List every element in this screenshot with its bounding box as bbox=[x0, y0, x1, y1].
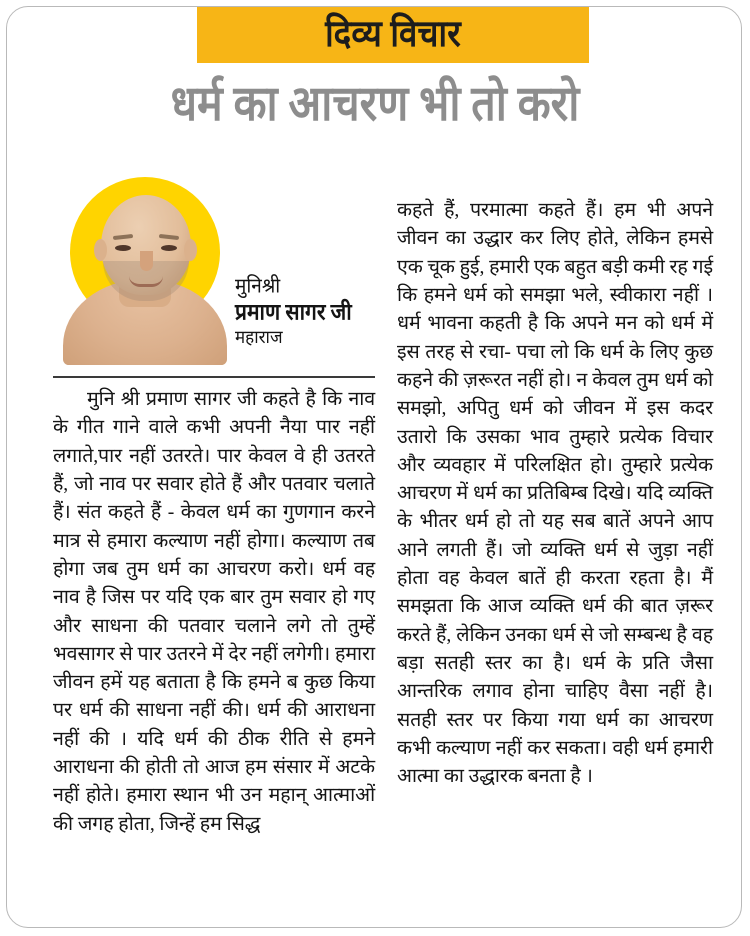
banner-row bbox=[7, 7, 742, 69]
author-block bbox=[53, 177, 383, 369]
portrait-eye-right bbox=[161, 245, 177, 251]
article-body-left: मुनि श्री प्रमाण सागर जी कहते है कि नाव के गीत गाने वाले कभी अपनी नैया पार नहीं लगाते,पार नहीं उतरते। पार केवल वे ही उतरते हैं, जो नाव पर सवार होते हैं और पतवार चलाते हैं। संत कहते हैं - केवल धर्म का गुणगान करने मात्र से हमारा कल्याण नहीं होगा। कल्याण तब होगा जब तुम धर्म का आचरण करो। धर्म वह नाव है जिस पर यदि एक बार तुम सवार हो गए और साधना की पतवार चलाने लगे तो तुम्हें भवसागर से पार उतरने में देर नहीं लगेगी। हमारा जीवन हमें यह बताता है कि हमने ब कुछ किया पर धर्म की साधना नहीं की। धर्म की आराधना नहीं की । यदि धर्म की ठीक रीति से हमने आराधना की होती तो आज हम संसार में अटके नहीं होते। हमारा स्थान भी उन महान् आत्माओं की जगह होता, जिन्हें हम सिद्ध bbox=[53, 389, 375, 835]
section-banner-label: दिव्य विचार bbox=[325, 14, 461, 55]
monk-portrait-illustration bbox=[61, 177, 229, 365]
article-body-right: कहते हैं, परमात्मा कहते हैं। हम भी अपने जीवन का उद्धार कर लिए होते, लेकिन हमसे एक चूक हुई, हमारी एक बहुत बड़ी कमी रह गई कि हमने धर्म को समझा भले, स्वीकारा नहीं । धर्म भावना कहती है कि अपने मन को धर्म में इस तरह से रचा- पचा लो कि धर्म के लिए कुछ कहने की ज़रूरत नहीं हो। न केवल तुम धर्म को समझो, अपितु धर्म को जीवन में इस कदर उतारो कि उसका भाव तुम्हारे प्रत्येक विचार और व्यवहार में परिलक्षित हो। तुम्हारे प्रत्येक आचरण में धर्म का प्रतिबिम्ब दिखे। यदि व्यक्ति के भीतर धर्म हो तो यह सब बातें अपने आप आने लगती हैं। जो व्यक्ति धर्म से जुड़ा नहीं होता वह केवल बातें ही करता रहता है। मैं समझता कि आज व्यक्ति धर्म की बात ज़रूर करते हैं, लेकिन उनका धर्म से जो सम्बन्ध है वह बड़ा सतही स्तर का है। धर्म के प्रति जैसा आन्तरिक लगाव होना चाहिए वैसा नहीं है। सतही स्तर पर किया गया धर्म का आचरण कभी कल्याण नहीं कर सकता। वही धर्म हमारी आत्मा का उद्धारक बनता है । bbox=[397, 200, 713, 788]
portrait-nose bbox=[140, 251, 153, 271]
author-name-block bbox=[235, 275, 383, 347]
article-column-right bbox=[397, 197, 713, 792]
author-photo bbox=[61, 177, 229, 365]
portrait-eye-left bbox=[115, 245, 131, 251]
section-banner bbox=[197, 7, 589, 63]
article-column-left bbox=[53, 386, 375, 839]
article-card bbox=[6, 6, 742, 928]
article-headline: धर्म का आचरण भी तो करो bbox=[170, 77, 580, 132]
author-honorific: मुनिश्री bbox=[235, 275, 281, 298]
author-divider bbox=[53, 376, 375, 378]
author-title: महाराज bbox=[235, 326, 283, 347]
portrait-ear-left bbox=[94, 239, 107, 261]
author-name: प्रमाण सागर जी bbox=[235, 299, 352, 326]
portrait-ear-right bbox=[184, 239, 197, 261]
